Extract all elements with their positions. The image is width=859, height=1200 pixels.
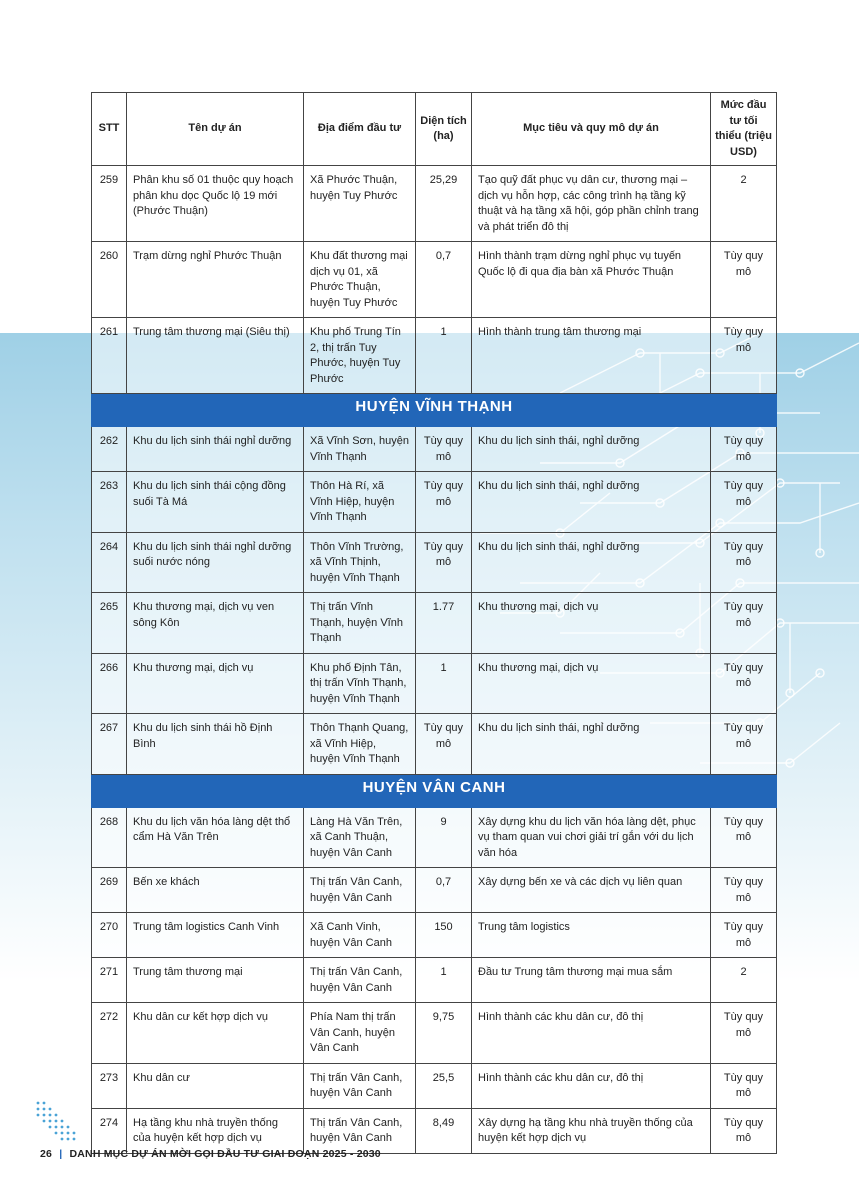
cell-min-investment: Tùy quy mô (711, 427, 777, 472)
cell-objective-scale: Hình thành các khu dân cư, đô thị (472, 1063, 711, 1108)
cell-stt: 266 (92, 653, 127, 714)
cell-min-investment: Tùy quy mô (711, 714, 777, 775)
cell-project-name: Khu du lịch sinh thái nghỉ dưỡng suối nước nóng (127, 532, 304, 593)
table-row (92, 714, 777, 775)
cell-stt: 271 (92, 958, 127, 1003)
cell-project-name: Bến xe khách (127, 868, 304, 913)
cell-location: Thị trấn Vân Canh, huyện Vân Canh (304, 1108, 416, 1153)
cell-location: Khu phố Trung Tín 2, thị trấn Tuy Phước, huyện Tuy Phước (304, 318, 416, 394)
table-row (92, 1063, 777, 1108)
cell-objective-scale: Khu du lịch sinh thái, nghỉ dưỡng (472, 532, 711, 593)
cell-project-name: Trung tâm thương mại (Siêu thị) (127, 318, 304, 394)
cell-stt: 274 (92, 1108, 127, 1153)
table-row (92, 427, 777, 472)
cell-project-name: Khu dân cư (127, 1063, 304, 1108)
header-area: Diện tích (ha) (416, 93, 472, 166)
section-header-row (92, 394, 777, 427)
cell-min-investment: Tùy quy mô (711, 318, 777, 394)
footer-separator: | (59, 1148, 63, 1160)
table-row (92, 318, 777, 394)
cell-objective-scale: Khu thương mại, dịch vụ (472, 653, 711, 714)
table-row (92, 653, 777, 714)
page-footer (40, 1148, 381, 1160)
page-number: 26 (40, 1148, 53, 1160)
cell-project-name: Khu thương mại, dịch vụ ven sông Kôn (127, 593, 304, 654)
cell-min-investment: Tùy quy mô (711, 593, 777, 654)
cell-area: 9 (416, 807, 472, 868)
table-row (92, 868, 777, 913)
cell-project-name: Phân khu số 01 thuộc quy hoạch phân khu dọc Quốc lộ 19 mới (Phước Thuận) (127, 166, 304, 242)
cell-area: 150 (416, 913, 472, 958)
cell-location: Làng Hà Văn Trên, xã Canh Thuận, huyện Vân Canh (304, 807, 416, 868)
cell-area: 1 (416, 318, 472, 394)
cell-area: 25,29 (416, 166, 472, 242)
cell-objective-scale: Khu du lịch sinh thái, nghỉ dưỡng (472, 714, 711, 775)
cell-objective-scale: Hình thành các khu dân cư, đô thị (472, 1003, 711, 1064)
cell-project-name: Khu thương mại, dịch vụ (127, 653, 304, 714)
cell-min-investment: Tùy quy mô (711, 1063, 777, 1108)
cell-min-investment: 2 (711, 166, 777, 242)
cell-stt: 265 (92, 593, 127, 654)
footer-title: DANH MỤC DỰ ÁN MỜI GỌI ĐẦU TƯ GIAI ĐOẠN 2025 - 2030 (69, 1148, 381, 1160)
cell-area: Tùy quy mô (416, 427, 472, 472)
cell-location: Thị trấn Vân Canh, huyện Vân Canh (304, 958, 416, 1003)
cell-location: Xã Phước Thuận, huyện Tuy Phước (304, 166, 416, 242)
cell-objective-scale: Khu thương mại, dịch vụ (472, 593, 711, 654)
cell-objective-scale: Khu du lịch sinh thái, nghỉ dưỡng (472, 427, 711, 472)
cell-objective-scale: Hình thành trung tâm thương mại (472, 318, 711, 394)
cell-project-name: Trung tâm logistics Canh Vinh (127, 913, 304, 958)
cell-objective-scale: Xây dựng khu du lịch văn hóa làng dệt, phục vụ tham quan vui chơi giải trí gắn với du lịch văn hóa (472, 807, 711, 868)
cell-stt: 273 (92, 1063, 127, 1108)
cell-min-investment: Tùy quy mô (711, 868, 777, 913)
table-row (92, 1108, 777, 1153)
cell-location: Khu đất thương mại dịch vụ 01, xã Phước Thuận, huyện Tuy Phước (304, 242, 416, 318)
cell-location: Phía Nam thị trấn Vân Canh, huyện Vân Canh (304, 1003, 416, 1064)
cell-stt: 264 (92, 532, 127, 593)
cell-area: 0,7 (416, 868, 472, 913)
cell-area: 25,5 (416, 1063, 472, 1108)
cell-min-investment: Tùy quy mô (711, 913, 777, 958)
cell-min-investment: Tùy quy mô (711, 1003, 777, 1064)
cell-project-name: Trạm dừng nghỉ Phước Thuận (127, 242, 304, 318)
cell-stt: 267 (92, 714, 127, 775)
cell-objective-scale: Tạo quỹ đất phục vụ dân cư, thương mại – dịch vụ hỗn hợp, các công trình hạ tầng kỹ thuật và hạ tầng xã hội, góp phần chỉnh trang và phát triển đô thị (472, 166, 711, 242)
cell-location: Thị trấn Vân Canh, huyện Vân Canh (304, 1063, 416, 1108)
cell-area: 8,49 (416, 1108, 472, 1153)
cell-objective-scale: Xây dựng bến xe và các dịch vụ liên quan (472, 868, 711, 913)
header-min-investment: Mức đầu tư tối thiểu (triệu USD) (711, 93, 777, 166)
cell-location: Xã Vĩnh Sơn, huyện Vĩnh Thạnh (304, 427, 416, 472)
cell-area: 0,7 (416, 242, 472, 318)
cell-area: 9,75 (416, 1003, 472, 1064)
cell-objective-scale: Xây dựng hạ tầng khu nhà truyền thống của huyện kết hợp dịch vụ (472, 1108, 711, 1153)
table-body (92, 166, 777, 1154)
cell-stt: 270 (92, 913, 127, 958)
table-row (92, 593, 777, 654)
section-header-row (92, 774, 777, 807)
table-row (92, 1003, 777, 1064)
cell-objective-scale: Khu du lịch sinh thái, nghỉ dưỡng (472, 472, 711, 533)
cell-location: Thị trấn Vân Canh, huyện Vân Canh (304, 868, 416, 913)
cell-stt: 272 (92, 1003, 127, 1064)
cell-min-investment: 2 (711, 958, 777, 1003)
cell-location: Thôn Thạnh Quang, xã Vĩnh Hiệp, huyện Vĩnh Thạnh (304, 714, 416, 775)
cell-min-investment: Tùy quy mô (711, 532, 777, 593)
dot-pattern-decoration (35, 1100, 85, 1145)
cell-project-name: Khu du lịch sinh thái cộng đồng suối Tà Má (127, 472, 304, 533)
cell-area: 1 (416, 958, 472, 1003)
section-title: HUYỆN VĨNH THẠNH (92, 394, 777, 427)
cell-location: Thôn Vĩnh Trường, xã Vĩnh Thịnh, huyện Vĩnh Thạnh (304, 532, 416, 593)
header-project-name: Tên dự án (127, 93, 304, 166)
cell-min-investment: Tùy quy mô (711, 653, 777, 714)
cell-min-investment: Tùy quy mô (711, 242, 777, 318)
cell-area: Tùy quy mô (416, 472, 472, 533)
cell-stt: 259 (92, 166, 127, 242)
cell-project-name: Hạ tầng khu nhà truyền thống của huyện kết hợp dịch vụ (127, 1108, 304, 1153)
header-objective-scale: Mục tiêu và quy mô dự án (472, 93, 711, 166)
cell-min-investment: Tùy quy mô (711, 807, 777, 868)
table-row (92, 807, 777, 868)
cell-stt: 262 (92, 427, 127, 472)
project-directory-table (91, 92, 777, 1154)
cell-stt: 260 (92, 242, 127, 318)
cell-area: 1.77 (416, 593, 472, 654)
cell-location: Thị trấn Vĩnh Thạnh, huyện Vĩnh Thạnh (304, 593, 416, 654)
header-location: Địa điểm đầu tư (304, 93, 416, 166)
table-row (92, 472, 777, 533)
cell-area: Tùy quy mô (416, 532, 472, 593)
table-row (92, 958, 777, 1003)
cell-project-name: Trung tâm thương mại (127, 958, 304, 1003)
cell-objective-scale: Đầu tư Trung tâm thương mại mua sắm (472, 958, 711, 1003)
table-row (92, 166, 777, 242)
table-row (92, 913, 777, 958)
cell-objective-scale: Trung tâm logistics (472, 913, 711, 958)
cell-location: Thôn Hà Rí, xã Vĩnh Hiệp, huyện Vĩnh Thạnh (304, 472, 416, 533)
cell-stt: 268 (92, 807, 127, 868)
cell-stt: 263 (92, 472, 127, 533)
cell-stt: 261 (92, 318, 127, 394)
header-stt: STT (92, 93, 127, 166)
cell-project-name: Khu du lịch sinh thái nghỉ dưỡng (127, 427, 304, 472)
cell-project-name: Khu dân cư kết hợp dịch vụ (127, 1003, 304, 1064)
cell-project-name: Khu du lịch văn hóa làng dệt thổ cẩm Hà Văn Trên (127, 807, 304, 868)
cell-objective-scale: Hình thành trạm dừng nghỉ phục vụ tuyến Quốc lộ đi qua địa bàn xã Phước Thuận (472, 242, 711, 318)
cell-stt: 269 (92, 868, 127, 913)
cell-location: Xã Canh Vinh, huyện Vân Canh (304, 913, 416, 958)
cell-area: Tùy quy mô (416, 714, 472, 775)
cell-min-investment: Tùy quy mô (711, 472, 777, 533)
table-row (92, 242, 777, 318)
cell-location: Khu phố Định Tân, thị trấn Vĩnh Thạnh, huyện Vĩnh Thạnh (304, 653, 416, 714)
section-title: HUYỆN VÂN CANH (92, 774, 777, 807)
table-header-row (92, 93, 777, 166)
table-row (92, 532, 777, 593)
cell-project-name: Khu du lịch sinh thái hồ Định Bình (127, 714, 304, 775)
cell-area: 1 (416, 653, 472, 714)
cell-min-investment: Tùy quy mô (711, 1108, 777, 1153)
